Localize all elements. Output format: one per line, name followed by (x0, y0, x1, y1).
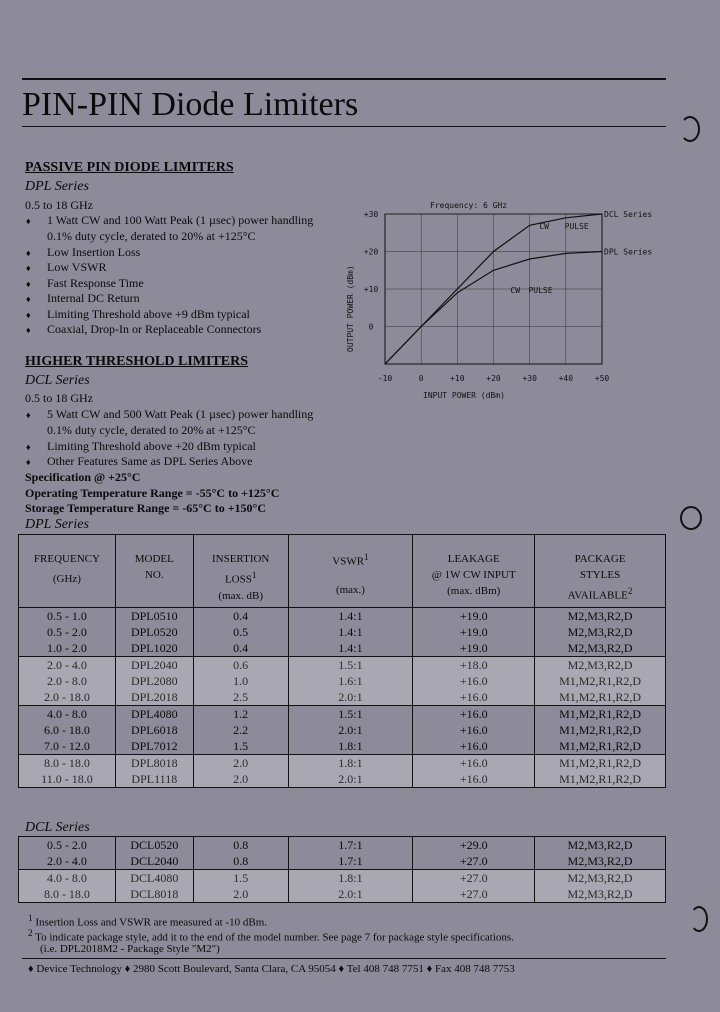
higher-range: 0.5 to 18 GHz (25, 391, 93, 405)
title-rule (22, 126, 666, 127)
table-cell: DCL2040 (115, 853, 193, 870)
table-cell: 2.0 (193, 755, 288, 772)
annotation-label: CW (539, 222, 549, 231)
y-tick-label: 0 (368, 322, 374, 332)
y-axis-label: OUTPUT POWER (dBm) (346, 265, 355, 352)
table-cell: 1.5 (193, 738, 288, 755)
list-item: 1 Watt CW and 100 Watt Peak (1 µsec) power handling (47, 213, 314, 227)
punch-hole-mid (680, 506, 702, 530)
page-title: PIN-PIN Diode Limiters (22, 86, 359, 123)
table-cell: 1.6:1 (288, 673, 413, 689)
table-cell: 1.8:1 (288, 755, 413, 772)
table-cell: 1.4:1 (288, 608, 413, 625)
dcl-table (18, 836, 666, 903)
bullet-icon: ♦ (26, 310, 31, 320)
series-label-1: DPL Series (604, 247, 653, 257)
table-cell: 1.7:1 (288, 853, 413, 870)
list-item: Low Insertion Loss (47, 245, 141, 259)
table-cell: M1,M2,R1,R2,D (559, 739, 642, 753)
table-cell: 2.0 - 8.0 (19, 673, 116, 689)
table-cell: 0.4 (193, 640, 288, 657)
table-cell: +27.0 (413, 886, 535, 903)
table-cell: M2,M3,R2,D (567, 625, 633, 639)
chart-title: Frequency: 6 GHz (430, 201, 508, 210)
table-cell: 0.5 - 2.0 (19, 837, 116, 854)
table-cell: DPL0520 (115, 624, 193, 640)
table-row (19, 640, 666, 657)
table-cell: +16.0 (413, 673, 535, 689)
table-row (19, 706, 666, 723)
table-cell: 1.5:1 (288, 657, 413, 674)
list-item: Coaxial, Drop-In or Replaceable Connectors (47, 322, 262, 336)
bullet-icon: ♦ (26, 410, 31, 420)
bullet-icon: ♦ (26, 263, 31, 273)
footer-rule (22, 958, 666, 959)
x-tick-label: +20 (486, 374, 501, 383)
table-cell: DPL4080 (115, 706, 193, 723)
annotation-label: PULSE (564, 222, 589, 231)
table-row (19, 870, 666, 887)
x-tick-label: +50 (594, 374, 610, 383)
table-cell: 0.5 (193, 624, 288, 640)
list-item: Internal DC Return (47, 291, 140, 305)
table-cell: 1.8:1 (288, 738, 413, 755)
higher-heading: HIGHER THRESHOLD LIMITERS (25, 354, 249, 369)
list-item: 0.1% duty cycle, derated to 20% at +125°C (47, 423, 256, 437)
table-cell: 2.0 - 18.0 (19, 689, 116, 706)
annotation-label: CW (510, 285, 521, 295)
y-tick-label: +30 (363, 210, 379, 219)
table-cell: M2,M3,R2,D (535, 886, 666, 903)
table-cell: M2,M3,R2,D (535, 657, 666, 674)
table-cell: 8.0 - 18.0 (19, 755, 116, 772)
table-cell: DPL2080 (115, 673, 193, 689)
passive-range: 0.5 to 18 GHz (25, 198, 93, 212)
table-cell: 2.0 - 4.0 (19, 853, 116, 870)
table-cell: DPL1118 (115, 771, 193, 788)
y-tick-labels (364, 210, 379, 332)
table-cell: M1,M2,R1,R2,D (535, 689, 666, 706)
table-cell: M1,M2,R1,R2,D (535, 755, 666, 772)
table-cell: 2.0:1 (288, 886, 413, 903)
table-cell: M1,M2,R1,R2,D (559, 723, 642, 737)
list-item: Limiting Threshold above +20 dBm typical (47, 439, 256, 453)
dpl-table (18, 534, 666, 788)
table-cell: 0.5 - 1.0 (19, 608, 116, 625)
table-cell: 4.0 - 8.0 (19, 706, 116, 723)
table-cell: DPL8018 (115, 755, 193, 772)
table-cell: +16.0 (413, 771, 535, 788)
bullet-icon: ♦ (26, 457, 31, 467)
table-cell: 1.0 (193, 673, 288, 689)
table-cell: 2.0 (193, 771, 288, 788)
footnote-2-example: (i.e. DPL2018M2 - Package Style "M2") (40, 943, 220, 955)
table-cell: +16.0 (413, 755, 535, 772)
table-cell: 1.8:1 (288, 870, 413, 887)
table-cell: 0.6 (193, 657, 288, 674)
x-axis-label: INPUT POWER (dBm) (423, 391, 505, 400)
dpl-table-caption: DPL Series (25, 517, 89, 532)
list-item: Low VSWR (47, 260, 107, 274)
table-cell: M2,M3,R2,D (567, 609, 633, 623)
limiter-chart (335, 192, 665, 406)
table-cell: +16.0 (413, 738, 535, 755)
bullet-icon: ♦ (26, 294, 31, 304)
x-tick-label: -10 (377, 374, 393, 383)
table-cell: DPL6018 (115, 722, 193, 738)
table-row (19, 886, 666, 903)
table-row (19, 673, 666, 689)
storage-temperature: Storage Temperature Range = -65°C to +150°C (25, 501, 267, 515)
y-tick-label: +10 (363, 285, 379, 294)
table-cell: DPL7012 (115, 738, 193, 755)
x-tick-label: 0 (418, 374, 424, 383)
table-cell: +19.0 (413, 624, 535, 640)
table-cell: 11.0 - 18.0 (19, 771, 116, 788)
table-cell: +16.0 (413, 689, 535, 706)
table-cell: M2,M3,R2,D (567, 838, 633, 852)
table-cell: 2.5 (193, 689, 288, 706)
table-cell: DPL0510 (115, 608, 193, 625)
table-cell: 8.0 - 18.0 (19, 886, 116, 903)
header-model: MODEL NO. (115, 535, 193, 608)
table-row (19, 722, 666, 738)
header-package: PACKAGE STYLES AVAILABLE$^2$ (567, 553, 633, 602)
table-cell: 2.0 (193, 886, 288, 903)
table-cell: 2.0 - 4.0 (19, 657, 116, 674)
table-cell: 1.2 (193, 706, 288, 723)
spec-temperature: Specification @ +25°C (25, 470, 141, 484)
table-cell: DPL2040 (115, 657, 193, 674)
table-cell: +19.0 (413, 608, 535, 625)
passive-series: DPL Series (25, 179, 89, 194)
plot-grid (385, 214, 602, 364)
table-cell: +27.0 (413, 853, 535, 870)
higher-series: DCL Series (25, 373, 90, 388)
bullet-icon: ♦ (26, 325, 31, 335)
bullet-icon: ♦ (26, 442, 31, 452)
header-frequency: FREQUENCY (GHz) (19, 535, 116, 608)
higher-bullet-list (0, 407, 340, 471)
table-row (19, 689, 666, 706)
header-insertion-loss: INSERTION LOSS$^1$ (max. dB) (193, 535, 288, 608)
x-tick-label: +10 (450, 374, 465, 383)
table-cell: M2,M3,R2,D (567, 641, 633, 655)
list-item: 0.1% duty cycle, derated to 20% at +125°C (47, 229, 256, 243)
table-cell: 2.2 (193, 722, 288, 738)
footer-contact: ♦ Device Technology ♦ 2980 Scott Boulevard, Santa Clara, CA 95054 ♦ Tel 408 748 7751 ♦ Fax 408 748 7753 (28, 963, 515, 975)
table-cell: 1.4:1 (288, 640, 413, 657)
dpl-header-row (19, 535, 666, 608)
table-cell: +16.0 (413, 706, 535, 723)
table-cell: +29.0 (413, 837, 535, 854)
table-cell: DCL0520 (115, 837, 193, 854)
table-cell: M1,M2,R1,R2,D (559, 707, 642, 721)
punch-hole-top (680, 116, 700, 142)
list-item: Fast Response Time (47, 276, 144, 290)
table-row (19, 853, 666, 870)
passive-heading: PASSIVE PIN DIODE LIMITERS (25, 160, 234, 175)
punch-hole-bottom (690, 906, 708, 932)
header-vswr: VSWR$^1$ (max.) (288, 535, 413, 608)
header-leakage: LEAKAGE @ 1W CW INPUT (max. dBm) (413, 535, 535, 608)
series-label-0: DCL Series (604, 210, 653, 219)
annotation-label: PULSE (528, 285, 553, 295)
table-cell: 2.0:1 (288, 689, 413, 706)
table-row (19, 624, 666, 640)
x-tick-label: +40 (558, 374, 574, 383)
table-cell: 1.0 - 2.0 (19, 640, 116, 657)
table-cell: 7.0 - 12.0 (19, 738, 116, 755)
table-cell: M1,M2,R1,R2,D (535, 673, 666, 689)
table-row (19, 755, 666, 772)
table-row (19, 608, 666, 625)
footnote-1: $^1$ Insertion Loss and VSWR are measured at -10 dBm. (28, 913, 267, 929)
table-cell: DCL8018 (115, 886, 193, 903)
chart-annotations (510, 222, 589, 295)
footnote-2: $^2$ To indicate package style, add it to the end of the model number. See page 7 for package style specifications. (28, 928, 514, 944)
table-cell: 1.5:1 (288, 706, 413, 723)
table-cell: 1.7:1 (288, 837, 413, 854)
table-row (19, 771, 666, 788)
dcl-table-caption: DCL Series (25, 820, 90, 835)
table-cell: 0.8 (193, 853, 288, 870)
table-cell: M1,M2,R1,R2,D (535, 771, 666, 788)
table-row (19, 738, 666, 755)
table-cell: +19.0 (413, 640, 535, 657)
operating-temperature: Operating Temperature Range = -55°C to +125°C (25, 486, 280, 500)
bullet-icon: ♦ (26, 248, 31, 258)
table-cell: 6.0 - 18.0 (19, 722, 116, 738)
table-cell: 0.4 (193, 608, 288, 625)
table-row (19, 837, 666, 854)
table-cell: 0.5 - 2.0 (19, 624, 116, 640)
table-cell: +18.0 (413, 657, 535, 674)
passive-bullet-list (0, 213, 340, 343)
table-cell: M2,M3,R2,D (535, 870, 666, 887)
table-cell: +16.0 (413, 722, 535, 738)
x-tick-label: +30 (522, 374, 537, 383)
list-item: 5 Watt CW and 500 Watt Peak (1 µsec) power handling (47, 407, 314, 421)
table-cell: 0.8 (193, 837, 288, 854)
table-cell: 2.0:1 (288, 771, 413, 788)
list-item: Limiting Threshold above +9 dBm typical (47, 307, 250, 321)
bullet-icon: ♦ (26, 216, 31, 226)
table-cell: +27.0 (413, 870, 535, 887)
bullet-icon: ♦ (26, 279, 31, 289)
table-cell: 1.4:1 (288, 624, 413, 640)
y-tick-label: +20 (363, 247, 379, 257)
table-cell: DCL4080 (115, 870, 193, 887)
table-cell: M2,M3,R2,D (567, 854, 633, 868)
table-cell: 4.0 - 8.0 (19, 870, 116, 887)
table-cell: DPL2018 (115, 689, 193, 706)
table-row (19, 657, 666, 674)
table-cell: 1.5 (193, 870, 288, 887)
x-tick-labels (378, 374, 610, 383)
table-cell: 2.0:1 (288, 722, 413, 738)
series-labels (604, 210, 652, 257)
table-cell: DPL1020 (115, 640, 193, 657)
list-item: Other Features Same as DPL Series Above (47, 454, 253, 468)
top-rule (22, 78, 666, 80)
